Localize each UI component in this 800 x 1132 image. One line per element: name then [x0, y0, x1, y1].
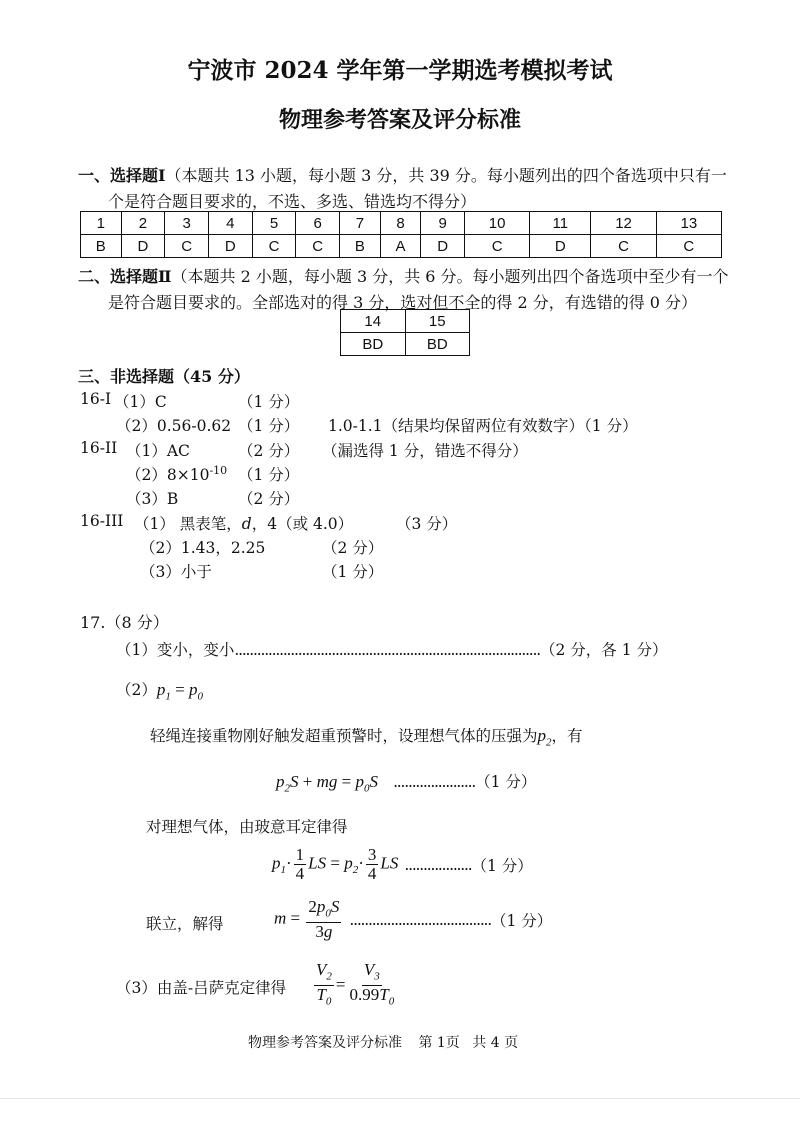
- section1-answer-cell: C: [165, 235, 209, 258]
- q17-part2-tail: ，有: [551, 727, 583, 745]
- q17-equation4-factor: 0.99: [349, 985, 380, 1005]
- footer-text: 物理参考答案及评分标准: [248, 1035, 402, 1051]
- q17-boyle-law-text: 对理想气体，由玻意耳定律得: [146, 818, 348, 836]
- section1-question-number-cell: 3: [165, 212, 209, 235]
- q16-2-answer3-score: （2 分）: [238, 490, 300, 508]
- section1-answer-cell: C: [591, 235, 656, 258]
- q17-part1-score: （2 分，各 1 分）: [540, 641, 668, 659]
- q17-label: 17.（8 分）: [80, 613, 169, 632]
- q17-equation1: [276, 770, 536, 794]
- section2-desc-line2: 是符合题目要求的。全部选对的得 3 分，选对但不全的得 2 分，有选错的得 0 分）: [108, 293, 698, 312]
- q16-1-answer2: （2）0.56-0.62: [116, 417, 232, 435]
- q16-3-answer1-d: d: [241, 515, 252, 533]
- page-footer: [248, 1032, 518, 1052]
- page-subtitle: 物理参考答案及评分标准: [278, 107, 521, 133]
- q17-part2-description: 轻绳连接重物刚好触发超重预警时，设理想气体的压强为: [150, 727, 538, 745]
- section1-question-number-cell: 7: [340, 212, 381, 235]
- footer-total-pages: 共 4 页: [472, 1035, 519, 1051]
- q16-3-answer1-text: （1） 黑表笔，: [134, 515, 242, 533]
- section1-answer-cell: D: [121, 235, 165, 258]
- q17-equation1-dots: ......................: [393, 773, 476, 791]
- q16-3-answer3-score: （1 分）: [322, 563, 384, 581]
- q16-3-answer1-score: （3 分）: [396, 515, 458, 533]
- section2-answer-cell: BD: [341, 333, 406, 356]
- q17-part2-text: [150, 724, 583, 748]
- q17-part1: [116, 638, 668, 660]
- q17-part2-line: [116, 678, 203, 702]
- section1-number-row: [81, 212, 722, 235]
- section1-answer-cell: D: [209, 235, 253, 258]
- section1-question-number-cell: 10: [465, 212, 530, 235]
- section2-line1: [78, 264, 729, 287]
- q16-2-answer2: [126, 463, 227, 485]
- q16-3-answer1: [134, 512, 353, 534]
- section1-answer-cell: C: [296, 235, 340, 258]
- section1-question-number-cell: 13: [656, 212, 721, 235]
- section1-question-number-cell: 6: [296, 212, 340, 235]
- section1-answer-cell: D: [421, 235, 465, 258]
- q17-equation2: [272, 846, 533, 883]
- section2-heading: 二、选择题Ⅱ: [78, 267, 172, 286]
- section1-question-number-cell: 1: [81, 212, 122, 235]
- q16-2-answer2-base: （2）8×10: [126, 466, 210, 484]
- section1-answer-cell: C: [252, 235, 296, 258]
- q17-equation1-score: （1 分）: [475, 773, 537, 791]
- q16-1-answer2-score: （1 分）: [238, 417, 300, 435]
- section1-question-number-cell: 5: [252, 212, 296, 235]
- q17-equation3-dots: ......................................: [349, 910, 492, 929]
- section1-heading: 一、选择题Ⅰ: [78, 166, 166, 185]
- q17-part2-prefix: （2）: [116, 681, 157, 699]
- q16-2-answer3: （3）B: [126, 490, 179, 508]
- q17-equation4-formula: $\frac{V_2}{T_0}$ = $\frac{V_3}{0.99T_0}$: [316, 960, 395, 1008]
- section1-answer-table: [80, 211, 722, 258]
- q16-2-answer2-exponent: -10: [209, 463, 228, 477]
- section1-question-number-cell: 11: [530, 212, 591, 235]
- section1-answer-cell: B: [81, 235, 122, 258]
- section2-answer-cell: BD: [405, 333, 470, 356]
- footer-page-number: 第 1页: [418, 1035, 460, 1051]
- section1-question-number-cell: 12: [591, 212, 656, 235]
- q17-symbol-p2: $p_2$: [537, 726, 552, 749]
- q17-equation2-dots: ..................: [404, 855, 472, 874]
- section1-question-number-cell: 4: [209, 212, 253, 235]
- q17-part3-text: （3）由盖-吕萨克定律得: [116, 979, 287, 997]
- q16-2-answer1-score: （2 分）: [238, 442, 300, 460]
- q16-1-answer1: （1）C: [114, 393, 167, 411]
- section2-number-row: [341, 310, 470, 333]
- section1-line1: [78, 163, 727, 186]
- section1-question-number-cell: 2: [121, 212, 165, 235]
- q17-part1-dots: ..................................................................................: [234, 641, 540, 659]
- q16-3-label: 16-III: [80, 512, 124, 530]
- q16-3-answer2-score: （2 分）: [322, 539, 384, 557]
- q17-equation-p1-equals-p0: $p_1 = p_0$: [156, 680, 203, 703]
- q16-3-answer2: （2）1.43，2.25: [140, 539, 266, 557]
- q16-1-label: 16-I: [80, 390, 112, 408]
- section3-heading: 三、非选择题（45 分）: [78, 367, 250, 386]
- section2-answer-row: [341, 333, 470, 356]
- section1-question-number-cell: 9: [421, 212, 465, 235]
- page-title: 宁波市 2024 学年第一学期选考模拟考试: [187, 57, 613, 84]
- q16-3-answer3: （3）小于: [140, 563, 212, 581]
- q16-2-label: 16-II: [80, 439, 118, 457]
- section2-answer-table: [340, 309, 470, 356]
- q16-2-answer1-note: （漏选得 1 分，错选不得分）: [322, 442, 528, 460]
- section2-question-number-cell: 14: [341, 310, 406, 333]
- section1-desc-line1: （本题共 13 小题，每小题 3 分，共 39 分。每小题列出的四个备选项中只有一: [165, 166, 727, 185]
- section2-desc-line1: （本题共 2 小题，每小题 3 分，共 6 分。每小题列出四个备选项中至少有一个: [171, 267, 729, 286]
- q17-equation3-score: （1 分）: [491, 911, 553, 930]
- section1-desc-line2: 个是符合题目要求的，不选、多选、错选均不得分）: [108, 192, 477, 211]
- section1-answer-cell: A: [380, 235, 421, 258]
- q17-equation3: [274, 898, 552, 941]
- q17-equation2-formula: $p_1\cdot$ $\frac{1}{4}$ LS = $p_2\cdot$ $\frac{3}{4}$ LS: [272, 845, 399, 883]
- q17-equation3-formula: m = $\frac{2p_0S}{3g}$: [274, 897, 340, 942]
- q17-equation1-formula: $p_2S$ + mg = $p_0S$: [276, 772, 378, 795]
- q16-2-answer2-score: （1 分）: [238, 466, 300, 484]
- section1-question-number-cell: 8: [380, 212, 421, 235]
- q17-solve-text: 联立，解得: [146, 915, 224, 933]
- q17-equation2-score: （1 分）: [471, 856, 533, 875]
- q16-1-answer2-extra: 1.0-1.1（结果均保留两位有效数字）（1 分）: [328, 417, 638, 435]
- q16-2-answer1: （1）AC: [126, 442, 190, 460]
- section1-answer-cell: C: [465, 235, 530, 258]
- section1-answer-cell: B: [340, 235, 381, 258]
- q16-1-answer1-score: （1 分）: [238, 393, 300, 411]
- q17-part1-answer: （1）变小，变小: [116, 641, 235, 659]
- section1-answer-cell: D: [530, 235, 591, 258]
- q16-3-answer1-rest: ，4（或 4.0）: [251, 515, 354, 533]
- section2-question-number-cell: 15: [405, 310, 470, 333]
- q17-equation4: [312, 961, 398, 1011]
- scan-edge-divider: [0, 1098, 800, 1099]
- section1-answer-cell: C: [656, 235, 721, 258]
- section1-answer-row: [81, 235, 722, 258]
